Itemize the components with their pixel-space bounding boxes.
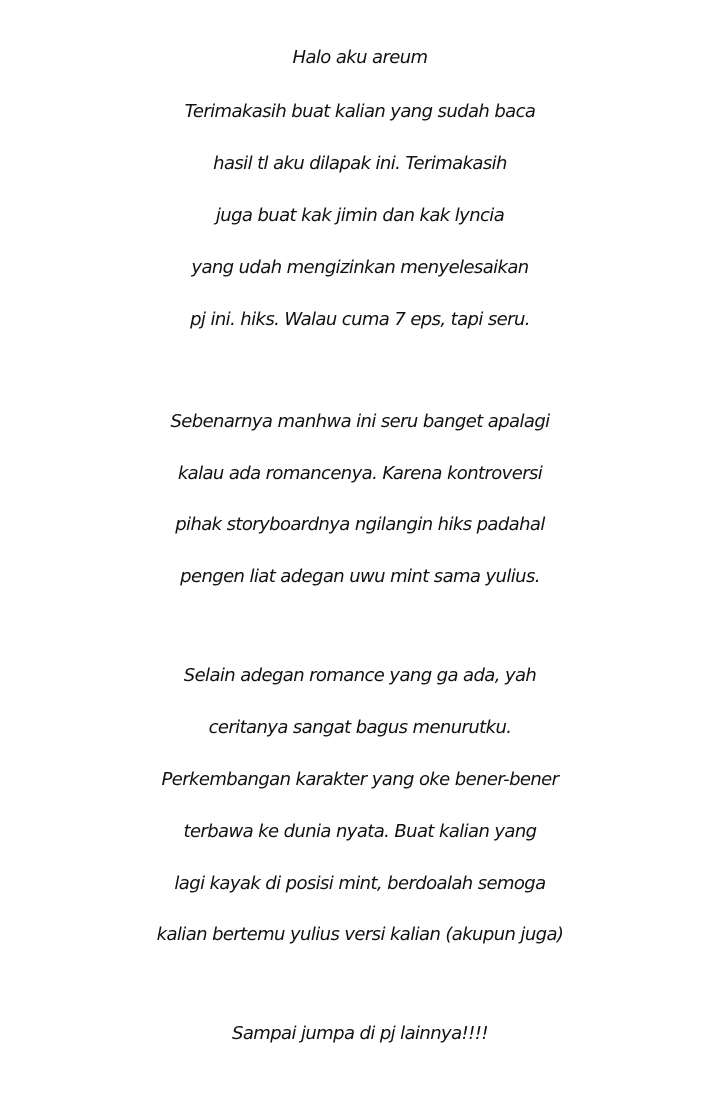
note-line: juga buat kak jimin dan kak lyncia [215, 205, 505, 226]
note-line: pj ini. hiks. Walau cuma 7 eps, tapi seru. [190, 309, 530, 330]
note-line: Sebenarnya manhwa ini seru banget apalagi [170, 411, 550, 432]
note-line: terbawa ke dunia nyata. Buat kalian yang [183, 821, 537, 842]
note-line: pengen liat adegan uwu mint sama yulius. [180, 566, 540, 587]
note-line: yang udah mengizinkan menyelesaikan [191, 257, 529, 278]
note-line: ceritanya sangat bagus menurutku. [208, 717, 512, 738]
note-line: pihak storyboardnya ngilangin hiks padahal [175, 514, 545, 535]
note-line: Selain adegan romance yang ga ada, yah [183, 665, 537, 686]
note-line: Halo aku areum [292, 47, 428, 68]
closing-line: Sampai jumpa di pj lainnya!!!! [232, 1023, 488, 1044]
note-line: kalau ada romancenya. Karena kontroversi [177, 463, 543, 484]
note-line: lagi kayak di posisi mint, berdoalah semoga [174, 873, 546, 894]
note-line: kalian bertemu yulius versi kalian (akupun juga) [156, 924, 564, 945]
note-line: hasil tl aku dilapak ini. Terimakasih [213, 153, 507, 174]
note-line: Perkembangan karakter yang oke bener-bener [161, 769, 559, 790]
note-line: Terimakasih buat kalian yang sudah baca [184, 101, 536, 122]
